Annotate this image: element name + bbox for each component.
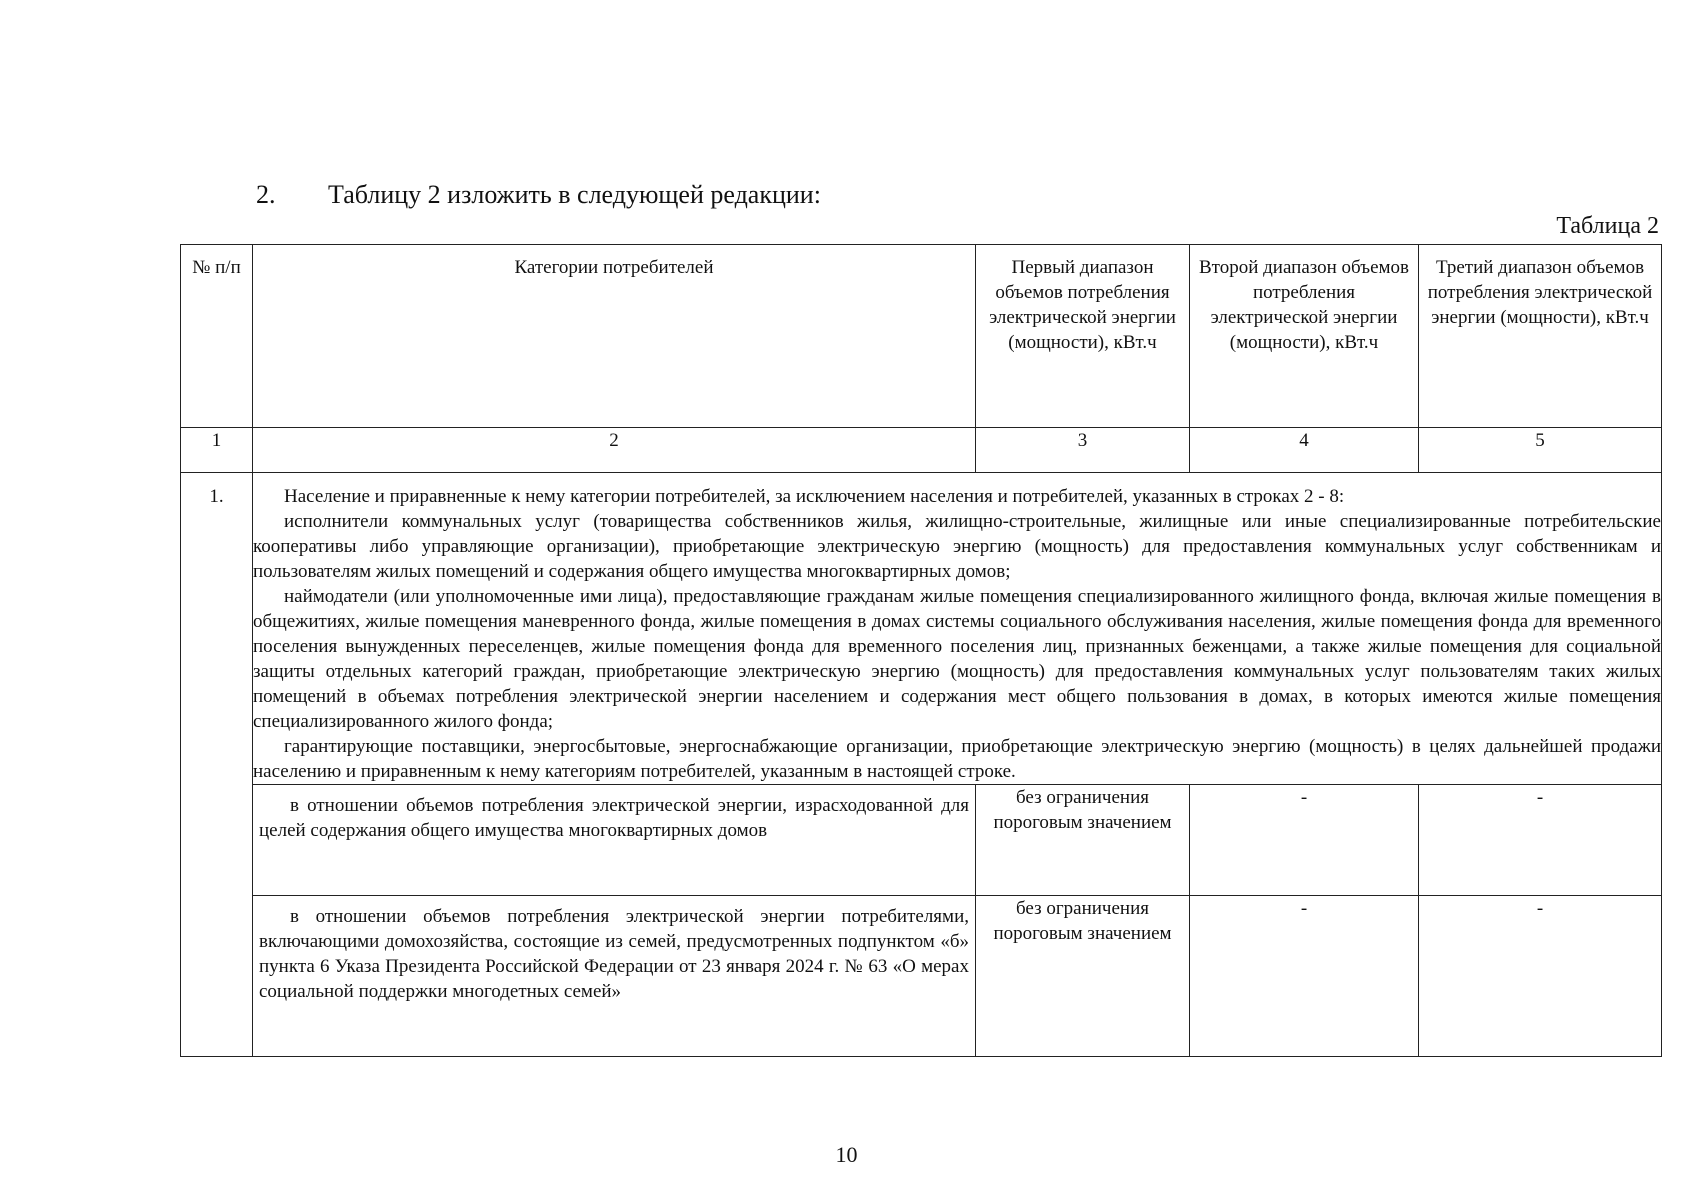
column-number: 4 bbox=[1190, 428, 1419, 473]
range-2-value: - bbox=[1190, 896, 1419, 1057]
paragraph: наймодатели (или уполномоченные ими лица), предоставляющие гражданам жилые помещения специализированного жилищного фонда, включая жилые помещения в общежитиях, жилые помещения маневренного фонда, жилые помещения в домах системы социального обслуживания населения, жилые помещения фонда для временного поселения вынужденных переселенцев, жилые помещения фонда для временного поселения лиц, признанных беженцами, а также жилые помещения для социальной защиты отдельных категорий граждан, приобретающие электрическую энергию (мощность) для предоставления коммунальных услуг пользователям таких жилых помещений в объемах потребления электрической энергии населением и содержания мест общего пользования в домах, в которых имеются жилые помещения специализированного жилого фонда; bbox=[253, 586, 1661, 732]
range-2-value: - bbox=[1190, 785, 1419, 896]
tariff-table bbox=[180, 244, 1662, 1057]
column-number-row bbox=[181, 428, 1662, 473]
table-row bbox=[181, 473, 1662, 785]
header-range-3: Третий диапазон объемов потребления электрической энергии (мощности), кВт.ч bbox=[1419, 245, 1662, 428]
section-heading bbox=[256, 180, 821, 210]
table-row bbox=[181, 896, 1662, 1057]
table-caption: Таблица 2 bbox=[1556, 213, 1659, 239]
table-row bbox=[181, 785, 1662, 896]
header-category: Категории потребителей bbox=[253, 245, 976, 428]
paragraph: гарантирующие поставщики, энергосбытовые, энергоснабжающие организации, приобретающие электрическую энергию (мощность) в целях дальнейшей продажи населению и приравненным к нему категориям потребителей, указанным в настоящей строке. bbox=[253, 736, 1661, 782]
page-number: 10 bbox=[835, 1142, 858, 1167]
column-number: 5 bbox=[1419, 428, 1662, 473]
header-index: № п/п bbox=[181, 245, 253, 428]
column-number: 1 bbox=[181, 428, 253, 473]
paragraph: исполнители коммунальных услуг (товарищества собственников жилья, жилищно-строительные, жилищные или иные специализированные потребительские кооперативы либо управляющие организации), приобретающие электрическую энергию (мощность) для предоставления коммунальных услуг собственникам и пользователям жилых помещений и содержания общего имущества многоквартирных домов; bbox=[253, 511, 1661, 582]
range-1-value: без ограничения пороговым значением bbox=[976, 896, 1190, 1057]
range-3-value: - bbox=[1419, 785, 1662, 896]
section-heading-text: Таблицу 2 изложить в следующей редакции: bbox=[328, 180, 821, 209]
header-range-2: Второй диапазон объемов потребления электрической энергии (мощности), кВт.ч bbox=[1190, 245, 1419, 428]
column-number: 2 bbox=[253, 428, 976, 473]
range-3-value: - bbox=[1419, 896, 1662, 1057]
paragraph: Население и приравненные к нему категории потребителей, за исключением населения и потребителей, указанных в строках 2 - 8: bbox=[284, 486, 1345, 507]
category-description bbox=[253, 473, 1662, 785]
range-1-value: без ограничения пороговым значением bbox=[976, 785, 1190, 896]
subcategory-text: в отношении объемов потребления электрической энергии потребителями, включающими домохозяйства, состоящие из семей, предусмотренных подпунктом «б» пункта 6 Указа Президента Российской Федерации от 23 января 2024 г. № 63 «О мерах социальной поддержки многодетных семей» bbox=[253, 896, 976, 1057]
header-row bbox=[181, 245, 1662, 428]
column-number: 3 bbox=[976, 428, 1190, 473]
section-number: 2. bbox=[256, 180, 276, 209]
subcategory-text: в отношении объемов потребления электрической энергии, израсходованной для целей содержания общего имущества многоквартирных домов bbox=[253, 785, 976, 896]
header-range-1: Первый диапазон объемов потребления электрической энергии (мощности), кВт.ч bbox=[976, 245, 1190, 428]
row-index: 1. bbox=[181, 473, 253, 1057]
